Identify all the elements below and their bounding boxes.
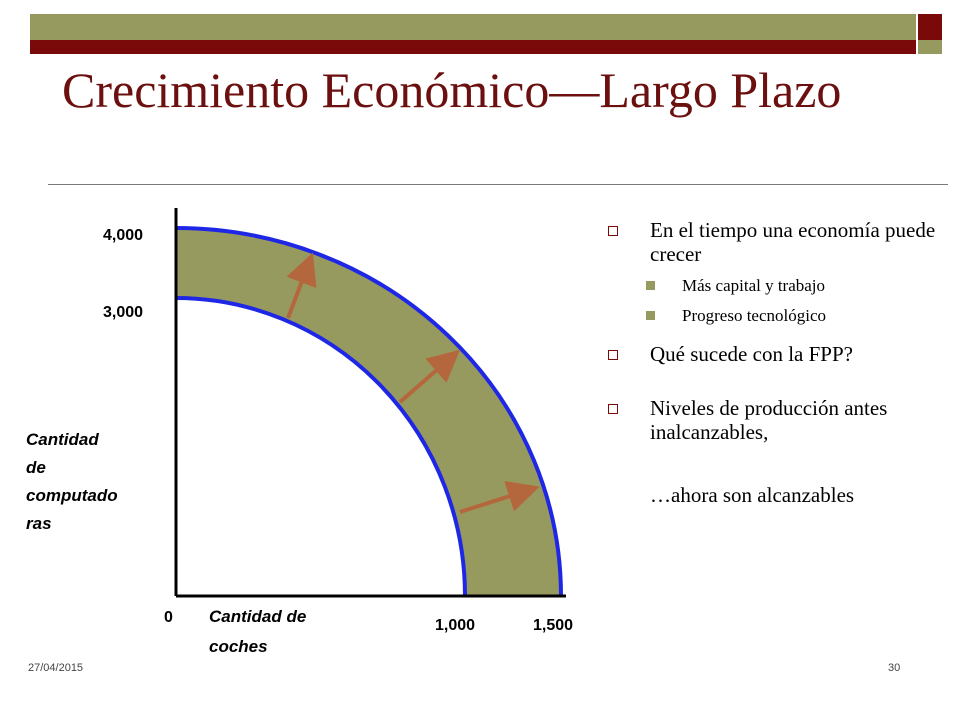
x-tick-label: 1,500 bbox=[533, 617, 574, 634]
square-bullet-icon bbox=[608, 404, 618, 414]
y-axis-label-line: Cantidad bbox=[26, 430, 99, 449]
ppf-diagram bbox=[0, 190, 600, 660]
sub-bullet-item bbox=[646, 276, 946, 296]
corner-red-square bbox=[918, 14, 942, 40]
y-tick-label: 3,000 bbox=[103, 304, 144, 321]
x-axis-label-line: Cantidad de bbox=[209, 607, 307, 626]
sub-bullet-text: Más capital y trabajo bbox=[682, 276, 826, 295]
bullet-item bbox=[606, 218, 946, 326]
header-olive-bar bbox=[30, 14, 916, 40]
square-bullet-icon bbox=[608, 350, 618, 360]
sub-bullet-list bbox=[646, 276, 946, 326]
bullet-item bbox=[606, 396, 946, 444]
y-axis-label-line: de bbox=[26, 458, 46, 477]
x-tick-label: 1,000 bbox=[435, 617, 476, 634]
square-bullet-icon bbox=[608, 226, 618, 236]
footer-date: 27/04/2015 bbox=[28, 662, 84, 674]
filled-square-bullet-icon bbox=[646, 281, 655, 290]
filled-square-bullet-icon bbox=[646, 311, 655, 320]
header-red-bar bbox=[30, 40, 916, 54]
x-axis-label-line: coches bbox=[209, 637, 268, 656]
bullet-text: Qué sucede con la FPP? bbox=[650, 342, 853, 366]
sub-bullet-item bbox=[646, 306, 946, 326]
sub-bullet-text: Progreso tecnológico bbox=[682, 306, 826, 325]
corner-olive-square bbox=[918, 40, 942, 54]
slide-title: Crecimiento Económico—Largo Plazo bbox=[62, 62, 842, 118]
y-axis-label-line: computado bbox=[26, 486, 118, 505]
x-axis-label bbox=[209, 607, 311, 656]
bullet-text: Niveles de producción antes inalcanzables, bbox=[650, 396, 888, 444]
growth-band bbox=[176, 228, 561, 596]
bullet-text: En el tiempo una economía puede crecer bbox=[650, 218, 936, 266]
bullet-list bbox=[606, 218, 946, 460]
title-divider bbox=[48, 184, 948, 185]
y-axis-label-line: ras bbox=[26, 514, 52, 533]
y-tick-label: 4,000 bbox=[103, 227, 144, 244]
origin-label: 0 bbox=[164, 609, 173, 626]
y-axis-label bbox=[26, 430, 122, 533]
bullet-item bbox=[606, 342, 946, 366]
page-number: 30 bbox=[888, 662, 901, 674]
bullet-continuation-text: …ahora son alcanzables bbox=[650, 483, 855, 507]
